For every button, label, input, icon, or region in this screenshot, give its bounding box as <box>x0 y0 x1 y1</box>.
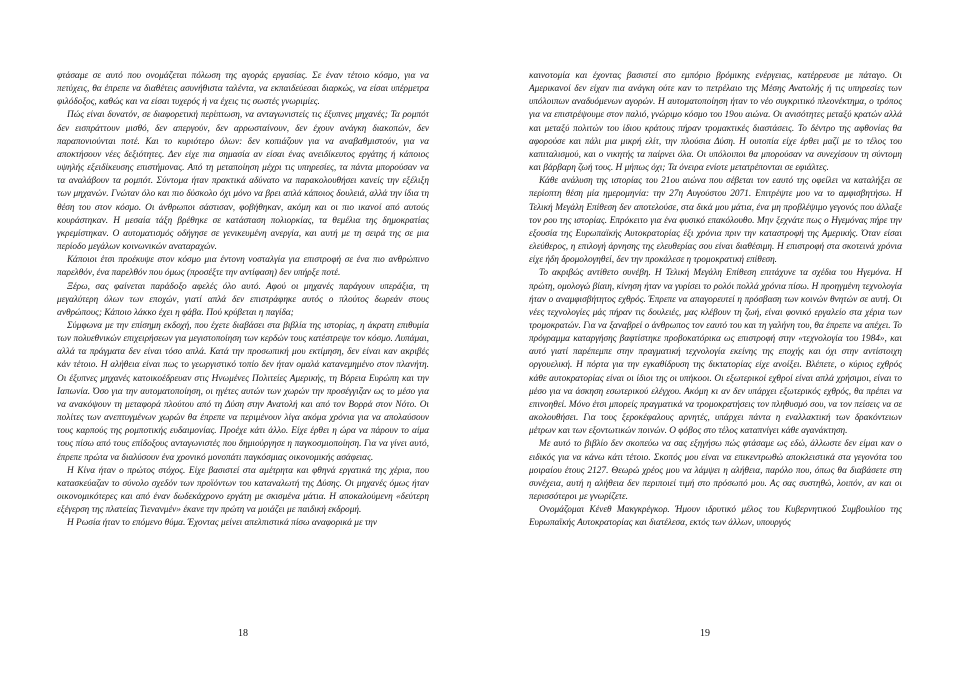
paragraph: καινοτομία και έχοντας βασιστεί στο εμπόριο βρόμικης ενέργειας, κατέρρευσε με πάταγο. Οι Αμερικανοί δεν είχαν πια ανάγκη ούτε καν το πετρέλαιο της Μέσης Ανατολής ή τις υπηρεσίες των υπόλοιπων αναδυόμενων αγορών. Η αυτοματοποίηση ήταν το νέο συγκριτικό πλεονέκτημα, ο τρόπος για να επιστρέψουμε στον παλιό, γνώριμο κόσμο του 19ου αιώνα. Οι ανισότητες μεταξύ κρατών αλλά και μεταξύ πολιτών του ίδιου κράτους πήραν τρομακτικές διαστάσεις. Το δέντρο της αφθονίας θα αφορούσε και πάλι μια μικρή ελίτ, την πλούσια Δύση. Η ουτοπία είχε έρθει μαζί με το τέλος του καπιταλισμού, και ο νικητής τα παίρνει όλα. Οι υπόλοιποι θα μπορούσαν να συνεχίσουν τη σύντομη και βάρβαρη ζωή τους. Η μήπως όχι; Τα όνειρα ενίοτε μετατρέπονται σε εφιάλτες. <box>529 71 902 174</box>
right-page <box>483 0 966 680</box>
left-page-text <box>57 70 429 530</box>
paragraph: Ξέρω, σας φαίνεται παράδοξο αφελές όλο αυτό. Αφού οι μηχανές παράγουν υπεράξια, τη μεγαλύτερη όλων των εποχών, γιατί απλά δεν επιστράφηκε αυτός ο πλούτος δωρεάν στους ανθρώπους; Κάποιο λάκκο έχει η φάβα. Πού κρύβεται η παγίδα; <box>57 281 429 318</box>
paragraph: Το ακριβώς αντίθετο συνέβη. Η Τελική Μεγάλη Επίθεση επιτάχυνε τα σχέδια του Ηγεμόνα. Η πρώτη, ομολογώ βίαιη, κίνηση ήταν να γυρίσει το ρολόι πολλά χρόνια πίσω. Η προηγμένη τεχνολογία ήταν ο αναμφισβήτητος εχθρός. Έπρεπε να απαγορευτεί η πρόσβαση των κοινών θνητών σε αυτή. Οι νέες τεχνολογίες μάς πήραν τις δουλειές, μας κλέβουν τη ζωή, είναι φονικό εργαλείο στα χέρια των τρομοκρατών. Για να ξαναβρεί ο άνθρωπος τον εαυτό του και τη γαλήνη του, θα έπρεπε να απέχει. Το πρόγραμμα καταργήσης βαφτίστηκε προβοκατόρικα ως επιστροφή στην «τεχνολογία του 1984», και αυτό γιατί παρέπεμπε στην πραγματική τεχνολογία εκείνης της εποχής και όχι στην αντίστοιχη οργουελική. Η πόρτα για την εγκαθίδρυση της δικτατορίας είχε ανοίξει. Βλέπετε, ο κύριος εχθρός κάθε αυτοκρατορίας είναι οι ίδιοι της οι υπήκοοι. Οι εξωτερικοί εχθροί είναι απλά χρήσιμοι, είναι το μέσο για να άσκηση εσωτερικού ελέγχου. Ακόμη κι αν δεν υπάρχει εξωτερικός εχθρός, θα πρέπει να επινοηθεί. Μόνο έτσι μπορείς πραγματικά να τρομοκρατήσεις τον πληθυσμό σου, να τον πείσεις να σε ακολουθήσει. Για τους ξεροκέφαλους αρνητές, υπάρχει πάντα η εναλλακτική των δρακόντειων μέτρων και των εξοντωτικών ποινών. Ο φόβος στο τέλος καταπνίγει κάθε αγανάκτηση. <box>529 268 902 437</box>
paragraph: Με αυτό το βιβλίο δεν σκοπεύω να σας εξηγήσω πώς φτάσαμε ως εδώ, άλλωστε δεν είμαι καν ο ειδικός για να κάνω κάτι τέτοιο. Σκοπός μου είναι να επικεντρωθώ αποκλειστικά στα γεγονότα του μοιραίου έτους 2127. Θεωρώ χρέος μου να λάμψει η αλήθεια, παρόλο που, όπως θα διαβάσετε στη συνέχεια, αυτή η αλήθεια δεν περιποιεί τιμή στο πρόσωπό μου. Ας σας συστηθώ, λοιπόν, αν και οι περισσότεροι με γνωρίζετε. <box>529 439 902 502</box>
right-page-text <box>529 70 902 530</box>
paragraph: Σύμφωνα με την επίσημη εκδοχή, που έχετε διαβάσει στα βιβλία της ιστορίας, η άκρατη επιθυμία των πολυεθνικών επιχειρήσεων για μεγιστοποίηση των κερδών τους κατέστρεψε τον κόσμο. Λυπάμαι, αλλά τα πράγματα δεν είναι τόσο απλά. Κατά την προσωπική μου εκτίμηση, δεν είναι καν ακριβές κάν τέτοιο. Η αλήθεια είναι πως το γεωργιστικό τοπίο δεν ήταν ομαλά κατανεμημένο στον πλανήτη. Οι έξυπνες μηχανές κατοικοέδρευαν στις Ηνωμένες Πολιτείες Αμερικής, τη Βόρεια Ευρώπη και την Ιαπωνία. Όσο για την αυτοματοποίηση, οι ηγέτες αυτών των χωρών την προσέγγιζαν ως το μέσο για να ανακόψουν τη μεταφορά πλούτου από τη Δύση στην Ανατολή και από τον Βορρά στον Νότο. Οι πολίτες των ανεπτυγμένων χωρών θα έπρεπε να περιμένουν λίγα ακόμα χρόνια για να απολαύσουν τους καρπούς της ρομποτικής ευδαιμονίας. Προέχε κάτι άλλο. Είχε έρθει η ώρα να πάρουν το αίμα τους πίσω από τους επίδοξους ανταγωνιστές που δημιούργησε η παγκοσμιοποίηση. Για να γίνει αυτό, έπρεπε πρώτα να διαλύσουν ένα χρονικό μονοπάτι παγκόσμιας οικονομικής ασάφειας. <box>57 320 429 463</box>
paragraph: Κάθε ανάλυση της ιστορίας του 21ου αιώνα που σέβεται τον εαυτό της οφείλει να καταλήξει σε περίοπτη θέση μία ημερομηνία: την 27η Αυγούστου 2071. Επιτρέψτε μου να το αμφισβητήσω. Η Τελική Μεγάλη Επίθεση δεν αποτελούσε, στα δικά μου μάτια, ένα μη προβλέψιμο γεγονός που άλλαξε τον ρου της ιστορίας. Επρόκειτο για ένα φυσικό επακόλουθο. Μην ξεχνάτε πως ο Ηγεμόνας πήρε την εξουσία της Ευρωπαϊκής Αυτοκρατορίας έξι χρόνια πριν την καταστροφή της Αμερικής. Όταν είσαι ελεύθερος, η επιλογή άρνησης της ελευθερίας σου είναι διαθέσιμη. Η επιστροφή στα σκοτεινά χρόνια είχε ήδη δρομολογηθεί, δεν την προκάλεσε η τρομοκρατική επίθεση. <box>529 176 902 266</box>
paragraph: Ονομάζομαι Κένεθ Μακγκρέγκορ. Ήμουν ιδρυτικό μέλος του Κυβερνητικού Συμβουλίου της Ευρωπαϊκής Αυτοκρατορίας και διατέλεσα, εκτός των άλλων, υπουργός <box>529 505 902 529</box>
paragraph: Κάποιοι έτσι προέκυψε στον κόσμο μια έντονη νοσταλγία για επιστροφή σε ένα πιο ανθρώπινο παρελθόν, ένα παρελθόν που όμως (προσέξτε την αντίφαση) δεν υπήρξε ποτέ. <box>57 255 429 279</box>
paragraph: φτάσαμε σε αυτό που ονομάζεται πόλωση της αγοράς εργασίας. Σε έναν τέτοιο κόσμο, για να πετύχεις, θα έπρεπε να διαθέτεις ασυνήθιστα ταλέντα, να εκπαιδεύεσαι διαρκώς, να είσαι υπέρμετρα φιλόδοξος, καθώς και να είσαι τυχερός ή να έχεις τις σωστές γνωριμίες. <box>57 71 429 108</box>
page-number: 19 <box>700 628 710 639</box>
page-number: 18 <box>238 628 248 639</box>
paragraph: Η Ρωσία ήταν το επόμενο θύμα. Έχοντας μείνει απελπιστικά πίσω αναφορικά με την <box>67 518 378 529</box>
paragraph: Πώς είναι δυνατόν, σε διαφορετική περίπτωση, να ανταγωνιστείς τις έξυπνες μηχανές; Τα ρομπότ δεν εισπράττουν μισθό, δεν απεργούν, δεν αρρωσταίνουν, δεν έχουν ανάγκη διακοπών, δεν παραπονιούνται ποτέ. Και το κυριότερο όλων: δεν κοπιάζουν για να αναβαθμιστούν, για να αποκτήσουν νέες δεξιότητες. Δεν είχε πια σημασία αν είσαι ένας ανειδίκευτος εργάτης ή κάποιος υψηλής εξειδίκευσης επιστήμονας. Από τη μεταποίηση μέχρι τις υπηρεσίες, τα πάντα μπορούσαν να τα αναλάβουν τα ρομπότ. Σύντομα ήταν πρακτικά αδύνατο να παρακολουθήσει κανείς την εξέλιξη των μηχανών. Γνώταν όλο και πιο δύσκολο όχι μόνο να βρει απλά κάποιος δουλειά, αλλά την ίδια τη θέση του στον κόσμο. Οι άνθρωποι σάστισαν, φοβήθηκαν, ακόμη και οι πιο ικανοί από αυτούς κουράστηκαν. Η μεσαία τάξη βρέθηκε σε κατάσταση πολιορκίας, τα θεμέλια της δημοκρατίας γκρεμίστηκαν. Ο αυτοματισμός οδήγησε σε γενικευμένη ανεργία, και αυτή με τη σειρά της σε μια περίοδο μεγάλων κοινωνικών αναταραχών. <box>57 110 429 253</box>
paragraph: Η Κίνα ήταν ο πρώτος στόχος. Είχε βασιστεί στα αμέτρητα και φθηνά εργατικά της χέρια, που κατασκεύαζαν το σύνολο σχεδόν των προϊόντων του καταναλωτή της Δύσης. Οι μηχανές όμως ήταν οικονομικότερες και από έναν δωδεκάχρονο εργάτη με σκισμένα μάτια. Η αποκαλούμενη «δεύτερη εξέγερση της πλατείας Τιενανμέν» έκανε την πρώτη να μοιάζει με παιδική εκδρομή. <box>57 465 429 516</box>
